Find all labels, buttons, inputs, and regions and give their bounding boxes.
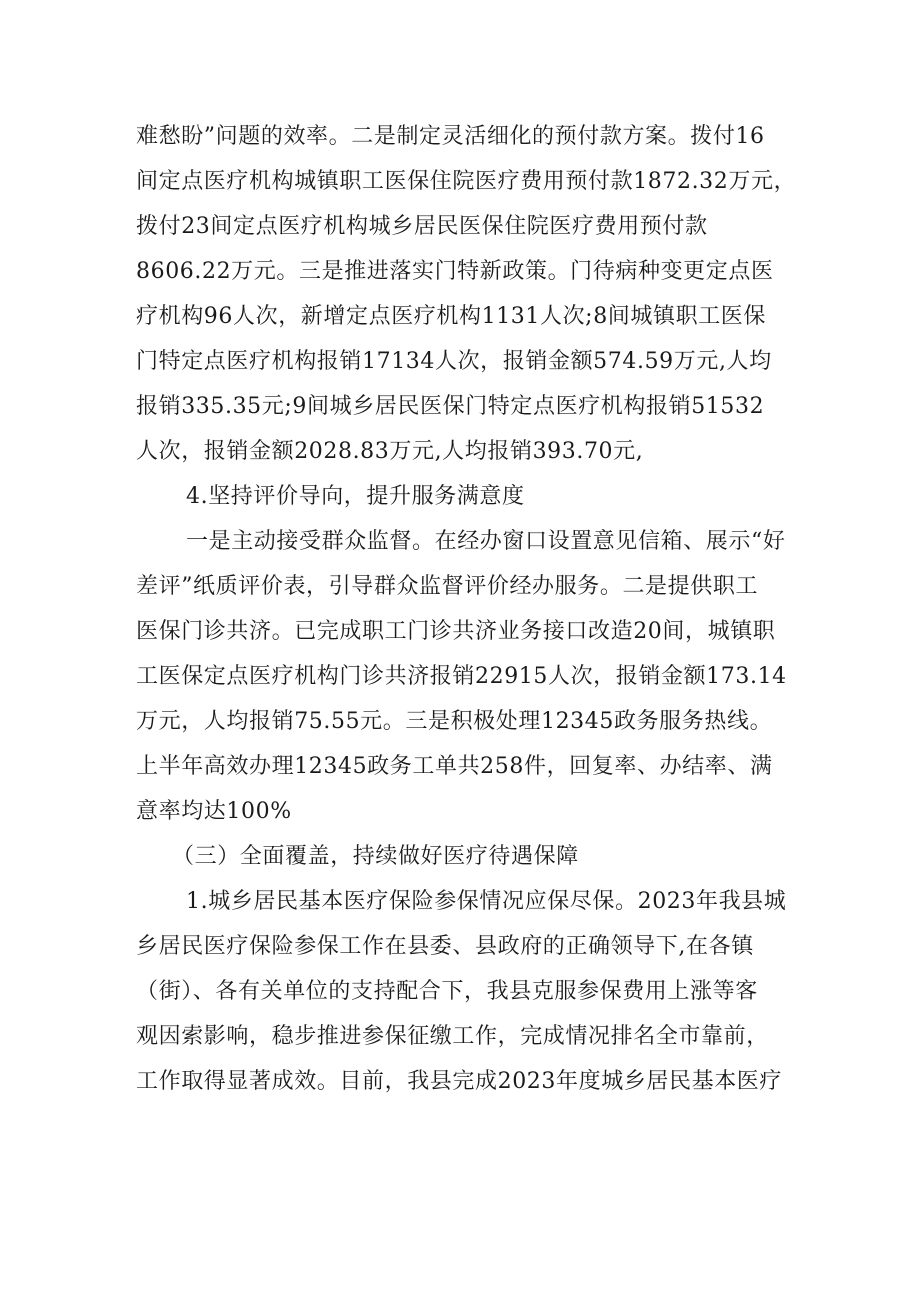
paragraph-line: （街）、各有关单位的支持配合下，我县克服参保费用上涨等客 bbox=[136, 979, 758, 1004]
paragraph-line: 门特定点医疗机构报销17134人次，报销金额574.59万元,人均 bbox=[136, 349, 772, 374]
paragraph-line: 一是主动接受群众监督。在经办窗口设置意见信箱、展示“好 bbox=[186, 529, 786, 554]
paragraph-line: 疗机构96人次，新增定点医疗机构1131人次;8间城镇职工医保 bbox=[136, 304, 766, 329]
paragraph-line: 1.城乡居民基本医疗保险参保情况应保尽保。2023年我县城 bbox=[186, 889, 787, 914]
paragraph-line: 乡居民医疗保险参保工作在县委、县政府的正确领导下,在各镇 bbox=[136, 934, 754, 959]
paragraph-line: 医保门诊共济。已完成职工门诊共济业务接口改造20间，城镇职 bbox=[136, 619, 776, 644]
paragraph-line: 间定点医疗机构城镇职工医保住院医疗费用预付款1872.32万元， bbox=[136, 169, 796, 194]
section-heading: （三）全面覆盖，持续做好医疗待遇保障 bbox=[172, 844, 579, 869]
paragraph-line: 8606.22万元。三是推进落实门特新政策。门待病种变更定点医 bbox=[136, 259, 774, 284]
paragraph-line: 观因索影响，稳步推进参保征缴工作，完成情况排名全市靠前， bbox=[136, 1024, 769, 1049]
paragraph-line: 拨付23间定点医疗机构城乡居民医保住院医疗费用预付款 bbox=[136, 214, 708, 239]
paragraph-line: 万元，人均报销75.55元。三是积极处理12345政务服务热线。 bbox=[136, 709, 773, 734]
paragraph-line: 工医保定点医疗机构门诊共济报销22915人次，报销金额173.14 bbox=[136, 664, 787, 689]
paragraph-line: 上半年高效办理12345政务工单共258件，回复率、办结率、满 bbox=[136, 754, 773, 779]
section-heading: 4.坚持评价导向，提升服务满意度 bbox=[186, 484, 525, 509]
paragraph-line: 差评”纸质评价表，引导群众监督评价经办服务。二是提供职工 bbox=[136, 574, 759, 599]
paragraph-line: 报销335.35元;9间城乡居民医保门特定点医疗机构报销51532 bbox=[136, 394, 765, 419]
paragraph-line: 工作取得显著成效。目前，我县完成2023年度城乡居民基本医疗 bbox=[136, 1069, 782, 1094]
paragraph-line: 人次，报销金额2028.83万元,人均报销393.70元, bbox=[136, 439, 644, 464]
paragraph-line: 难愁盼”问题的效率。二是制定灵活细化的预付款方案。拨付16 bbox=[136, 124, 765, 149]
paragraph-line: 意率均达100% bbox=[136, 799, 292, 824]
